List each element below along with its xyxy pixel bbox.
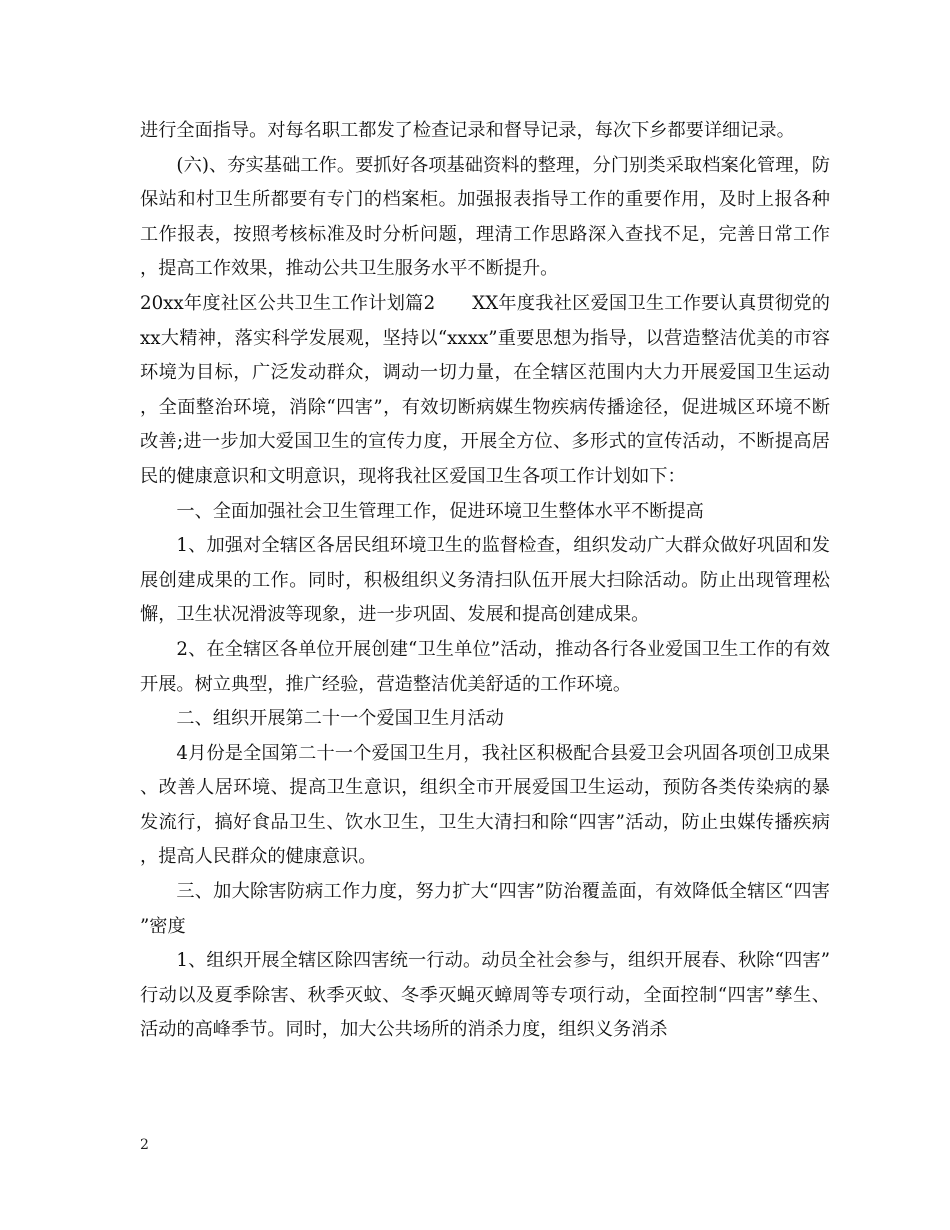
paragraph: 1、组织开展全辖区除四害统一行动。动员全社会参与，组织开展春、秋除“四害”行动以及夏季除害、秋季灭蚊、冬季灭蝇灭蟑周等专项行动，全面控制“四害”孳生、活动的高峰季节。同时，加大公共场所的消杀力度，组织义务消杀 [140,950,830,1041]
section-heading: 三、加大除害防病工作力度，努力扩大“四害”防治覆盖面，有效降低全辖区“四害”密度 [140,881,830,937]
page-number: 2 [140,1137,149,1153]
document-body [140,114,830,1048]
paragraph: 进行全面指导。对每名职工都发了检查记录和督导记录，每次下乡都要详细记录。 [140,120,795,141]
section-heading: 一、全面加强社会卫生管理工作，促进环境卫生整体水平不断提高 [176,500,704,522]
section-heading: 二、组织开展第二十一个爱国卫生月活动 [176,708,504,730]
paragraph: (六)、夯实基础工作。要抓好各项基础资料的整理，分门别类采取档案化管理，防保站和村卫生所都要有专门的档案柜。加强报表指导工作的重要作用，及时上报各种工作报表，按照考核标准及时分析问题，理清工作思路深入查找不足，完善日常工作，提高工作效果，推动公共卫生服务水平不断提升。 [140,154,830,280]
paragraph: 1、加强对全辖区各居民组环境卫生的监督检查，组织发动广大群众做好巩固和发展创建成果的工作。同时，积极组织义务清扫队伍开展大扫除活动。防止出现管理松懈，卫生状况滑波等现象，进一步巩固、发展和提高创建成果。 [140,535,830,626]
paragraph: 2、在全辖区各单位开展创建“卫生单位”活动，推动各行各业爱国卫生工作的有效开展。树立典型，推广经验，营造整洁优美舒适的工作环境。 [140,638,830,695]
paragraph: 4月份是全国第二十一个爱国卫生月，我社区积极配合县爱卫会巩固各项创卫成果、改善人居环境、提高卫生意识，组织全市开展爱国卫生运动，预防各类传染病的暴发流行，搞好食品卫生、饮水卫生，卫生大清扫和除“四害”活动，防止虫媒传播疾病，提高人民群众的健康意识。 [140,742,830,868]
paragraph: 20xx年度社区公共卫生工作计划篇2 XX年度我社区爱国卫生工作要认真贯彻党的xx大精神，落实科学发展观，坚持以“xxxx”重要思想为指导，以营造整洁优美的市容环境为目标，广泛发动群众，调动一切力量，在全辖区范围内大力开展爱国卫生运动，全面整治环境，消除“四害”，有效切断病媒生物疾病传播途径，促进城区环境不断改善;进一步加大爱国卫生的宣传力度，开展全方位、多形式的宣传活动，不断提高居民的健康意识和文明意识，现将我社区爱国卫生各项工作计划如下： [140,292,830,487]
